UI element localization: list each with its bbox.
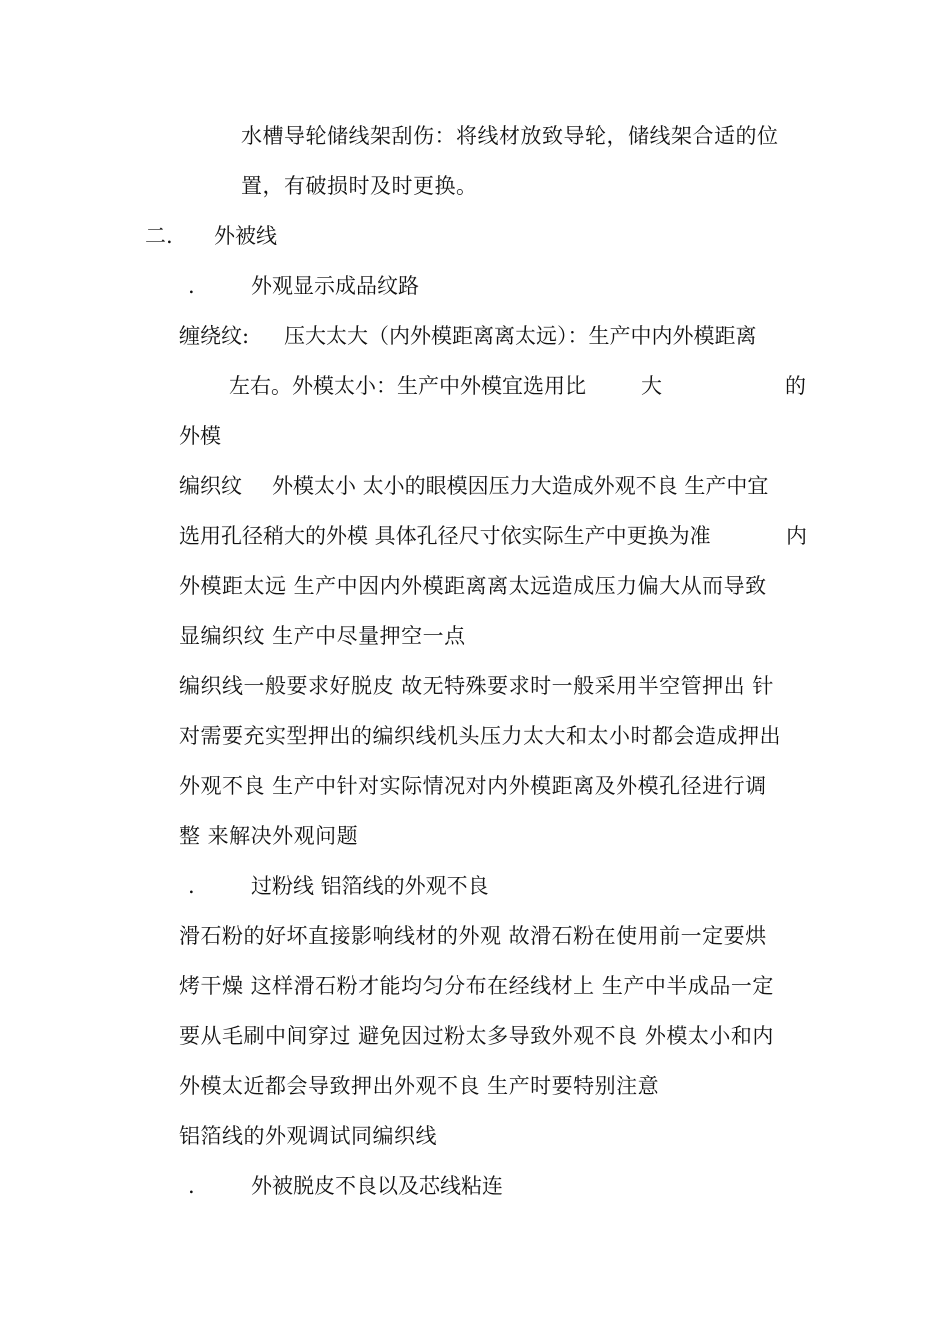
braid-line-3: 外模距太远 生产中因内外模距离离太远造成压力偏大从而导致 — [179, 574, 767, 598]
sub-heading-marker: . — [188, 274, 195, 298]
braidwire-line-2: 对需要充实型押出的编织线机头压力太大和太小时都会造成押出 — [179, 724, 781, 748]
wrap-label: 缠绕纹: — [179, 324, 250, 348]
section-title: 外被线 — [214, 224, 277, 248]
braidwire-line-3: 外观不良 生产中针对实际情况对内外模距离及外模孔径进行调 — [179, 774, 767, 798]
wrap-line-2c: 的 — [785, 374, 806, 398]
intro-line-2: 置，有破损时及时更换。 — [241, 174, 478, 198]
sub-heading-2-marker: . — [188, 874, 195, 898]
wrap-line-1: 压大太大（内外模距离离太远）：生产中内外模距离 — [284, 324, 757, 348]
sub-heading-3-title: 外被脱皮不良以及芯线粘连 — [251, 1174, 503, 1198]
braid-line-2b: 内 — [786, 524, 807, 548]
wrap-line-3: 外模 — [179, 424, 221, 448]
wrap-line-2b: 大 — [641, 374, 662, 398]
sub-heading-title: 外观显示成品纹路 — [251, 274, 419, 298]
talc-line-1: 滑石粉的好坏直接影响线材的外观 故滑石粉在使用前一定要烘 — [179, 924, 767, 948]
intro-line-1: 水槽导轮储线架刮伤：将线材放致导轮，储线架合适的位 — [241, 124, 779, 148]
section-number: 二. — [145, 224, 173, 248]
sub-heading-2-title: 过粉线 铝箔线的外观不良 — [251, 874, 489, 898]
talc-line-3: 要从毛刷中间穿过 避免因过粉太多导致外观不良 外模太小和内 — [179, 1024, 774, 1048]
braid-line-1: 外模太小 太小的眼模因压力大造成外观不良 生产中宜 — [272, 474, 769, 498]
braidwire-line-4: 整 来解决外观问题 — [179, 824, 359, 848]
braid-line-2a: 选用孔径稍大的外模 具体孔径尺寸依实际生产中更换为准 — [179, 524, 711, 548]
foil-line-1: 铝箔线的外观调试同编织线 — [179, 1124, 437, 1148]
talc-line-2: 烤干燥 这样滑石粉才能均匀分布在经线材上 生产中半成品一定 — [179, 974, 774, 998]
talc-line-4: 外模太近都会导致押出外观不良 生产时要特别注意 — [179, 1074, 660, 1098]
sub-heading-3-marker: . — [188, 1174, 195, 1198]
braidwire-line-1: 编织线一般要求好脱皮 故无特殊要求时一般采用半空管押出 针 — [179, 674, 774, 698]
wrap-line-2a: 左右。外模太小：生产中外模宜选用比 — [229, 374, 586, 398]
braid-label: 编织纹 — [179, 474, 242, 498]
braid-line-4: 显编织纹 生产中尽量押空一点 — [179, 624, 466, 648]
